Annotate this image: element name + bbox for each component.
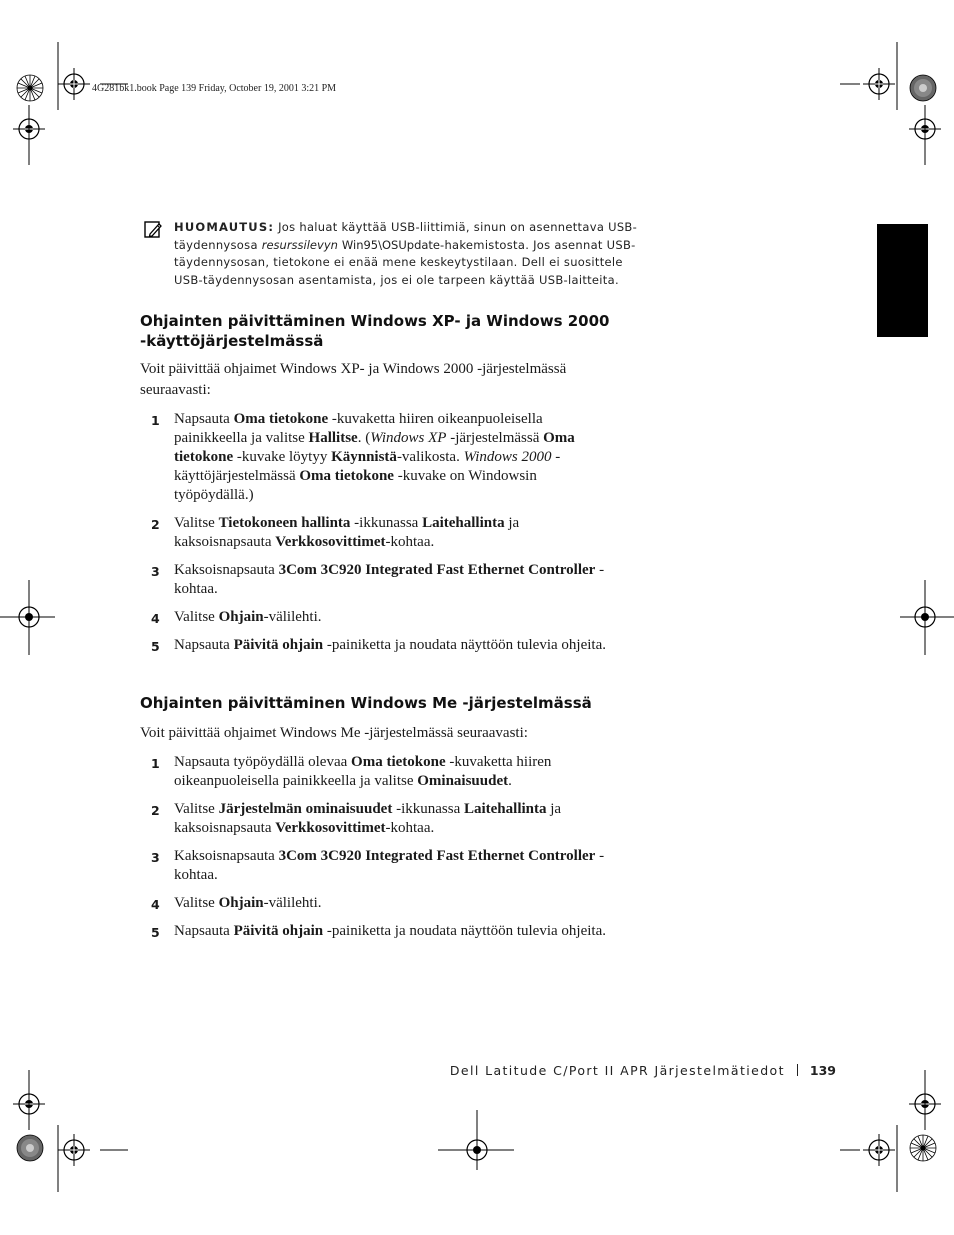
list-item: 1 Napsauta Oma tietokone -kuvaketta hiiren oikeanpuoleisella painikkeella ja valitse Hallitse. (Windows XP -järjestelmässä Oma tietokone -kuvake löytyy Käynnistä-valikosta. Windows 2000 -käyttöjärjestelmässä Oma tietokone -kuvake on Windowsin työpöydällä.) [151, 411, 575, 503]
footer-title: Dell Latitude C/Port II APR Järjestelmätiedot [449, 1063, 785, 1078]
list-item: 2 Valitse Tietokoneen hallinta -ikkunassa Laitehallinta ja kaksoisnapsauta Verkkosovittimet-kohtaa. [151, 515, 520, 550]
list-item: 1 Napsauta työpöydällä olevaa Oma tietokone -kuvaketta hiiren oikeanpuoleisella painikkeella ja valitse Ominaisuudet. [151, 754, 552, 789]
list-item: 3 Kaksoisnapsauta 3Com 3C920 Integrated Fast Ethernet Controller -kohtaa. [151, 848, 605, 883]
thumb-tab [877, 224, 928, 337]
list-item: 2 Valitse Järjestelmän ominaisuudet -ikkunassa Laitehallinta ja kaksoisnapsauta Verkkosovittimet-kohtaa. [151, 801, 562, 836]
color-bar-star-bottom-left [17, 1135, 43, 1161]
color-bar-star-top-right [910, 75, 936, 101]
list-item: 4 Valitse Ohjain-välilehti. [151, 895, 322, 912]
color-bar-star-top-left [17, 75, 43, 101]
list-item: 5 Napsauta Päivitä ohjain -painiketta ja noudata näyttöön tulevia ohjeita. [151, 923, 606, 940]
page-footer [450, 1063, 836, 1078]
list-item: 3 Kaksoisnapsauta 3Com 3C920 Integrated Fast Ethernet Controller -kohtaa. [151, 562, 605, 597]
color-bar-star-bottom-right [910, 1135, 936, 1161]
note-box: HUOMAUTUS: Jos haluat käyttää USB-liittimiä, sinun on asennettava USB-täydennysosa resurssilevyn Win95\OSUpdate-hakemistosta. Jos asennat USB-täydennysosan, tietokone ei enää mene keskeytystilaan. Dell ei suosittele USB-täydennysosan asentamista, jos ei ole tarpeen käyttää USB-laitteita. [174, 220, 638, 287]
footer-divider [797, 1064, 798, 1076]
page-number: 139 [809, 1063, 836, 1078]
section-title-me: Ohjainten päivittäminen Windows Me -järjestelmässä [140, 694, 592, 712]
list-item: 5 Napsauta Päivitä ohjain -painiketta ja noudata näyttöön tulevia ohjeita. [151, 637, 606, 654]
note-label: HUOMAUTUS: [174, 220, 275, 234]
list-item: 4 Valitse Ohjain-välilehti. [151, 609, 322, 626]
steps-xp-2000 [140, 410, 610, 664]
path-text: Win95\OSUpdate [341, 237, 440, 252]
print-header: 4G281bk1.book Page 139 Friday, October 19, 2001 3:21 PM [92, 83, 337, 94]
section-intro-xp-2000: Voit päivittää ohjaimet Windows XP- ja Windows 2000 -järjestelmässä seuraavasti: [140, 361, 567, 398]
pencil-note-icon [144, 221, 162, 239]
section-title-xp-2000: Ohjainten päivittäminen Windows XP- ja Windows 2000 -käyttöjärjestelmässä [140, 312, 610, 350]
section-intro-me: Voit päivittää ohjaimet Windows Me -järjestelmässä seuraavasti: [140, 725, 528, 741]
steps-me [140, 753, 610, 950]
